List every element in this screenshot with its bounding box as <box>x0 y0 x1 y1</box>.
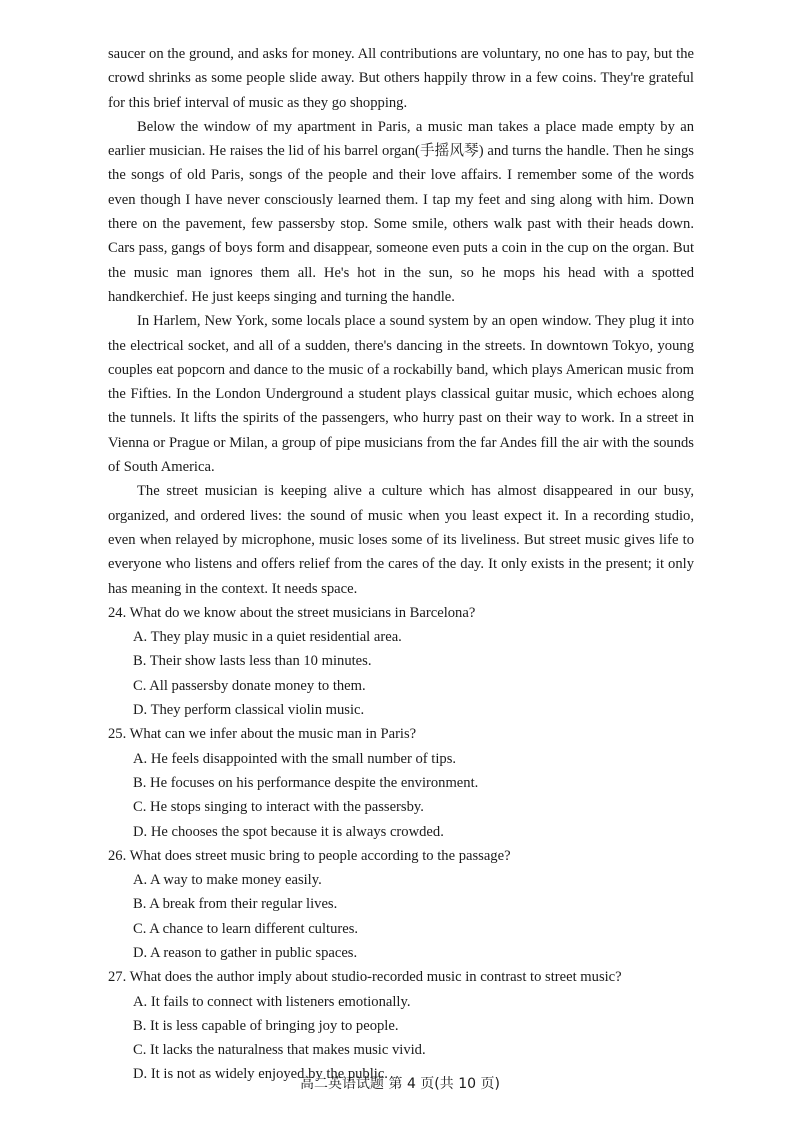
option-d: D. It is not as widely enjoyed by the public. <box>133 1066 388 1083</box>
option-b: B. Their show lasts less than 10 minutes. <box>133 653 372 670</box>
question-stem: 24. What do we know about the street musicians in Barcelona? <box>108 604 476 621</box>
option-b: B. It is less capable of bringing joy to people. <box>133 1017 399 1034</box>
option-d: D. They perform classical violin music. <box>133 702 365 719</box>
option-b: B. A break from their regular lives. <box>133 896 338 913</box>
option-c: C. He stops singing to interact with the passersby. <box>133 799 424 816</box>
option-d: D. He chooses the spot because it is always crowded. <box>133 823 444 840</box>
passage-paragraph-1: saucer on the ground, and asks for money. All contributions are voluntary, no one has to pay, but the crowd shrinks as some people slide away. But others happily throw in a few coins. They're grateful for this brief interval of music as they go shopping. <box>108 46 694 111</box>
question-stem: 27. What does the author imply about studio-recorded music in contrast to street music? <box>108 969 622 986</box>
option-c: C. A chance to learn different cultures. <box>133 920 359 937</box>
passage-paragraph-3: In Harlem, New York, some locals place a sound system by an open window. They plug it into the electrical socket, and all of a sudden, there's dancing in the streets. In downtown Tokyo, young couples eat popcorn and dance to the music of a rockabilly band, which plays American music from the Fifties. In the London Underground a student plays classical guitar music, which echoes along the tunnels. It lifts the spirits of the passengers, who hurry past on their way to work. In a street in Vienna or Prague or Milan, a group of pipe musicians from the far Andes fill the air with the sounds of South America. <box>108 313 694 476</box>
option-c: C. It lacks the naturalness that makes music vivid. <box>133 1042 426 1059</box>
question-25 <box>108 722 694 843</box>
page-footer: 高二英语试题 第 4 页(共 10 页) <box>300 1076 500 1092</box>
option-d: D. A reason to gather in public spaces. <box>133 944 358 961</box>
option-b: B. He focuses on his performance despite the environment. <box>133 774 479 791</box>
question-24 <box>108 601 694 722</box>
question-26 <box>108 844 694 965</box>
passage-paragraph-2: Below the window of my apartment in Paris, a music man takes a place made empty by an earlier musician. He raises the lid of his barrel organ(手摇风琴) and turns the handle. Then he sings the songs of old Paris, songs of the people and their love affairs. I remember some of the words even though I have never consciously learned them. I tap my feet and sing along with him. Down there on the pavement, few passersby stop. Some smile, others walk past with their heads down. Cars pass, gangs of boys form and disappear, someone even puts a coin in the cup on the organ. But the music man ignores them all. He's hot in the sun, so he mops his head with a spotted handkerchief. He just keeps singing and turning the handle. <box>108 118 694 305</box>
option-a: A. It fails to connect with listeners emotionally. <box>133 993 411 1010</box>
option-list <box>108 747 694 844</box>
option-list <box>108 625 694 722</box>
question-stem: 25. What can we infer about the music man in Paris? <box>108 726 417 743</box>
option-list <box>108 868 694 965</box>
option-c: C. All passersby donate money to them. <box>133 677 366 694</box>
passage-paragraph-4: The street musician is keeping alive a culture which has almost disappeared in our busy, organized, and ordered lives: the sound of music when you least expect it. In a recording studio, even when relayed by microphone, music loses some of its liveliness. But street music gives life to everyone who listens and offers relief from the cares of the day. It only exists in the present; it only has meaning in the context. It needs space. <box>108 483 694 597</box>
option-a: A. He feels disappointed with the small number of tips. <box>133 750 457 767</box>
question-27 <box>108 965 694 1086</box>
exam-page <box>108 42 694 1087</box>
option-a: A. They play music in a quiet residential area. <box>133 629 402 646</box>
reading-passage <box>108 42 694 601</box>
option-a: A. A way to make money easily. <box>133 872 322 889</box>
question-stem: 26. What does street music bring to people according to the passage? <box>108 847 511 864</box>
